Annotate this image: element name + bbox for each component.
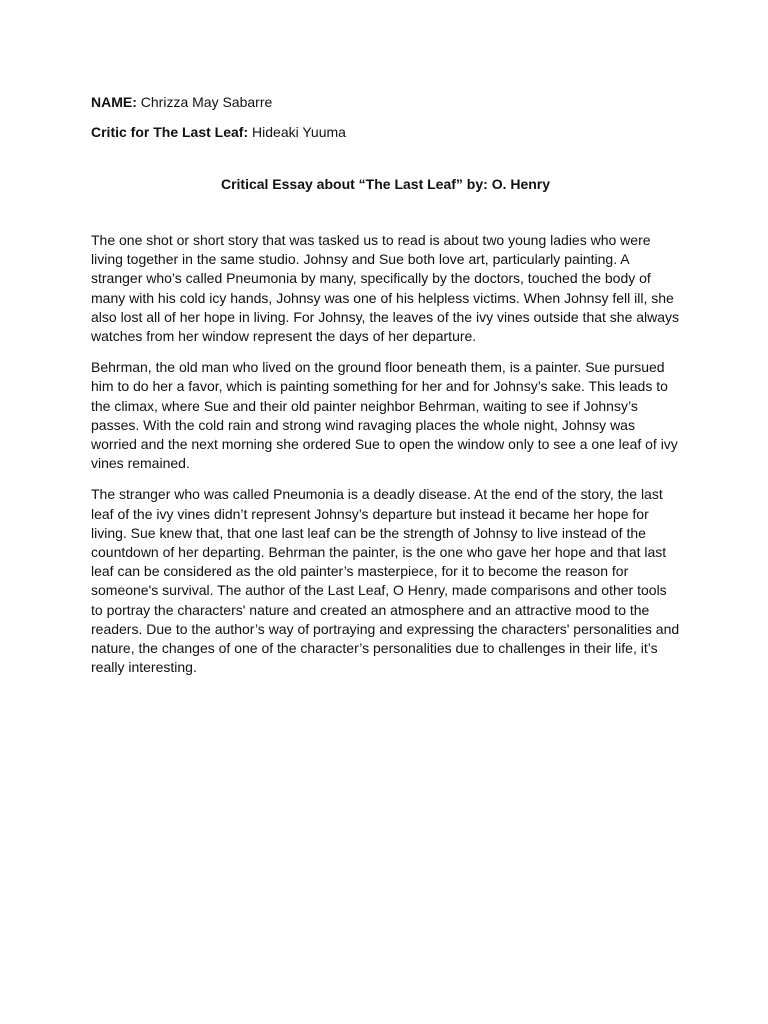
name-value: Chrizza May Sabarre (140, 94, 273, 110)
name-line (91, 93, 680, 111)
critic-label: Critic for The Last Leaf: (91, 124, 249, 140)
critic-line (91, 123, 680, 141)
critic-value: Hideaki Yuuma (252, 124, 346, 140)
essay-paragraph-2: Behrman, the old man who lived on the ground floor beneath them, is a painter. Sue pursued him to do her a favor, which is painting something for her and for Johnsy’s sake. This leads to the climax, where Sue and their old painter neighbor Behrman, waiting to see if Johnsy’s passes. With the cold rain and strong wind ravaging places the whole night, Johnsy was worried and the next morning she ordered Sue to open the window only to see a one leaf of ivy vines remained. (91, 359, 678, 472)
name-label: NAME: (91, 94, 137, 110)
essay-paragraph-1: The one shot or short story that was tasked us to read is about two young ladies who were living together in the same studio. Johnsy and Sue both love art, particularly painting. A stranger who’s called Pneumonia by many, specifically by the doctors, touched the body of many with his cold icy hands, Johnsy was one of his helpless victims. When Johnsy fell ill, she also lost all of her hope in living. For Johnsy, the leaves of the ivy vines outside that she always watches from her window represent the days of her departure. (91, 232, 680, 345)
essay-paragraph-3: The stranger who was called Pneumonia is a deadly disease. At the end of the story, the last leaf of the ivy vines didn’t represent Johnsy’s departure but instead it became her hope for living. Sue knew that, that one last leaf can be the strength of Johnsy to live instead of the countdown of her departing. Behrman the painter, is the one who gave her hope and that last leaf can be considered as the old painter’s masterpiece, for it to become the reason for someone's survival. The author of the Last Leaf, O Henry, made comparisons and other tools to portray the characters' nature and created an atmosphere and an attractive mood to the readers. Due to the author’s way of portraying and expressing the characters' personalities and nature, the changes of one of the character’s personalities due to challenges in their life, it’s really interesting. (91, 486, 680, 676)
essay-title: Critical Essay about “The Last Leaf” by: O. Henry (220, 176, 551, 192)
essay-body (91, 231, 680, 677)
